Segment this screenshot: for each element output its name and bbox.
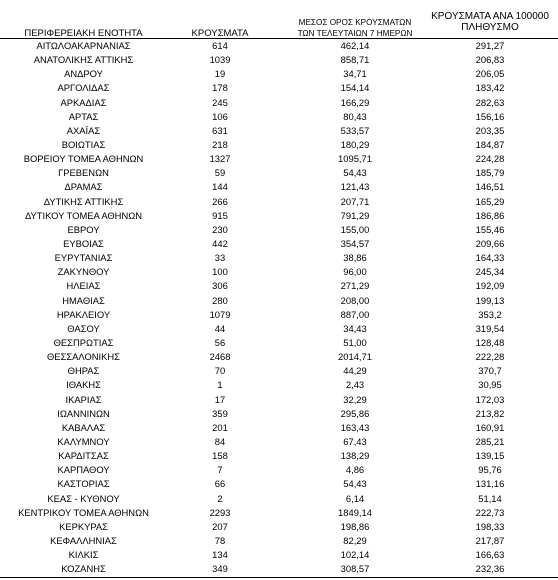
table-row [0, 506, 558, 520]
cell-region: ΔΥΤΙΚΟΥ ΤΟΜΕΑ ΑΘΗΝΩΝ [24, 209, 143, 221]
cell-region: ΑΡΓΟΛΙΔΑΣ [57, 82, 110, 94]
cell-cases: 2293 [209, 506, 231, 518]
table-row [0, 223, 558, 237]
cell-average: 44,29 [343, 365, 367, 377]
cell-cases: 349 [212, 563, 228, 575]
cell-region: ΒΟΙΩΤΙΑΣ [61, 138, 106, 150]
cell-cases: 134 [212, 549, 228, 561]
cell-cases: 306 [212, 280, 228, 292]
column-header-rate-line1: ΚΡΟΥΣΜΑΤΑ ΑΝΑ 100000 [431, 11, 549, 22]
table-header [0, 0, 558, 38]
table-row [0, 322, 558, 336]
table-row [0, 209, 558, 223]
cell-average: 102,14 [340, 549, 370, 561]
cell-region: ΑΡΚΑΔΙΑΣ [60, 96, 107, 108]
cell-rate: 156,16 [475, 110, 505, 122]
table-row [0, 421, 558, 435]
cell-rate: 222,28 [475, 351, 505, 363]
cell-rate: 160,91 [475, 421, 505, 433]
column-header-average [285, 17, 425, 39]
table-row [0, 308, 558, 322]
cell-region: ΚΑΡΔΙΤΣΑΣ [58, 450, 109, 462]
cell-cases: 359 [212, 407, 228, 419]
column-header-cases: ΚΡΟΥΣΜΑΤΑ [191, 28, 249, 39]
cell-average: 54,43 [343, 478, 367, 490]
cell-average: 295,86 [340, 407, 370, 419]
cell-region: ΚΑΒΑΛΑΣ [61, 421, 106, 433]
cell-average: 462,14 [340, 40, 370, 51]
cell-region: ΘΕΣΠΡΩΤΙΑΣ [53, 336, 114, 348]
cell-region: ΙΘΑΚΗΣ [66, 379, 101, 391]
table-row [0, 294, 558, 308]
cell-rate: 183,42 [475, 82, 505, 94]
cell-rate: 192,09 [475, 280, 505, 292]
cell-average: 2014,71 [338, 351, 372, 363]
cell-cases: 78 [214, 534, 226, 546]
cell-rate: 146,51 [475, 181, 505, 193]
cell-rate: 370,7 [478, 365, 502, 377]
cell-average: 791,29 [340, 209, 370, 221]
cell-rate: 224,28 [475, 153, 505, 165]
cell-cases: 144 [212, 181, 228, 193]
cell-rate: 164,33 [475, 252, 505, 264]
cell-region: ΘΕΣΣΑΛΟΝΙΚΗΣ [47, 351, 120, 363]
table-row [0, 407, 558, 421]
cell-cases: 280 [212, 294, 228, 306]
cell-average: 34,71 [343, 68, 367, 80]
cell-average: 51,00 [343, 336, 367, 348]
cell-rate: 184,87 [475, 138, 505, 150]
cell-rate: 203,35 [475, 124, 505, 136]
cell-region: ΚΕΦΑΛΛΗΝΙΑΣ [50, 534, 117, 546]
cell-cases: 631 [212, 124, 228, 136]
table-row [0, 520, 558, 534]
cell-average: 80,43 [343, 110, 367, 122]
cell-rate: 206,05 [475, 68, 505, 80]
cell-rate: 185,79 [475, 167, 505, 179]
cell-region: ΒΟΡΕΙΟΥ ΤΟΜΕΑ ΑΘΗΝΩΝ [23, 153, 144, 165]
cell-rate: 95,76 [478, 464, 502, 476]
cell-average: 82,29 [343, 534, 367, 546]
cell-rate: 128,48 [475, 336, 505, 348]
cell-region: ΑΡΤΑΣ [68, 110, 99, 122]
table-row [0, 449, 558, 463]
cell-region: ΚΟΖΑΝΗΣ [61, 563, 106, 575]
cell-cases: 230 [212, 223, 228, 235]
cell-rate: 222,73 [475, 506, 505, 518]
cell-cases: 442 [212, 237, 228, 249]
cell-cases: 1327 [209, 153, 231, 165]
cell-average: 6,14 [345, 492, 365, 504]
cell-average: 32,29 [343, 393, 367, 405]
cell-region: ΑΝΔΡΟΥ [64, 68, 103, 80]
cell-cases: 266 [212, 195, 228, 207]
table-row [0, 393, 558, 407]
cell-rate: 165,29 [475, 195, 505, 207]
column-header-rate [422, 11, 558, 33]
cell-average: 154,14 [340, 82, 370, 94]
cell-cases: 218 [212, 138, 228, 150]
cell-rate: 51,14 [478, 492, 502, 504]
cell-cases: 614 [212, 40, 228, 51]
table-row [0, 548, 558, 562]
cell-cases: 106 [212, 110, 228, 122]
bottom-divider [0, 577, 558, 578]
column-header-rate-line2: ΠΛΗΘΥΣΜΟ [461, 22, 519, 33]
cell-average: 2,43 [345, 379, 365, 391]
cell-cases: 915 [212, 209, 228, 221]
cell-rate: 166,63 [475, 549, 505, 561]
cell-rate: 217,87 [475, 534, 505, 546]
cell-cases: 70 [214, 365, 226, 377]
table-row [0, 350, 558, 364]
cell-average: 38,86 [343, 252, 367, 264]
cell-cases: 84 [214, 435, 226, 447]
cell-cases: 1079 [209, 308, 231, 320]
cell-rate: 155,46 [475, 223, 505, 235]
table-row [0, 195, 558, 209]
cell-average: 166,29 [340, 96, 370, 108]
cell-region: ΔΡΑΜΑΣ [64, 181, 103, 193]
cell-region: ΗΜΑΘΙΑΣ [62, 294, 105, 306]
cell-cases: 207 [212, 520, 228, 532]
table-row [0, 39, 558, 53]
cell-cases: 66 [214, 478, 226, 490]
cell-rate: 285,21 [475, 435, 505, 447]
cell-region: ΑΧΑΪΑΣ [66, 124, 101, 136]
table-row [0, 166, 558, 180]
cell-region: ΑΝΑΤΟΛΙΚΗΣ ΑΤΤΙΚΗΣ [33, 54, 134, 66]
table-row [0, 180, 558, 194]
cell-cases: 19 [214, 68, 226, 80]
cell-cases: 2 [217, 492, 223, 504]
cell-region: ΚΕΡΚΥΡΑΣ [59, 520, 108, 532]
column-header-average-line2: ΤΩΝ ΤΕΛΕΥΤΑΙΩΝ 7 ΗΜΕΡΩΝ [297, 29, 413, 38]
cell-region: ΘΗΡΑΣ [67, 365, 100, 377]
cell-rate: 139,15 [475, 450, 505, 462]
cell-cases: 100 [212, 266, 228, 278]
cell-cases: 201 [212, 421, 228, 433]
cell-average: 96,00 [343, 266, 367, 278]
cell-average: 887,00 [340, 308, 370, 320]
cell-rate: 213,82 [475, 407, 505, 419]
cell-cases: 1039 [209, 54, 231, 66]
cell-rate: 186,86 [475, 209, 505, 221]
cell-cases: 44 [214, 322, 226, 334]
cell-average: 198,86 [340, 520, 370, 532]
cell-rate: 206,83 [475, 54, 505, 66]
table-row [0, 364, 558, 378]
cell-average: 180,29 [340, 138, 370, 150]
cell-average: 354,57 [340, 237, 370, 249]
cell-average: 308,57 [340, 563, 370, 575]
cell-region: ΕΥΡΥΤΑΝΙΑΣ [54, 252, 113, 264]
cell-average: 121,43 [340, 181, 370, 193]
column-header-average-line1: ΜΕΣΟΣ ΟΡΟΣ ΚΡΟΥΣΜΑΤΩΝ [298, 18, 412, 27]
table-row [0, 124, 558, 138]
cell-region: ΚΑΛΥΜΝΟΥ [57, 435, 110, 447]
cell-rate: 319,54 [475, 322, 505, 334]
cell-average: 207,71 [340, 195, 370, 207]
cell-region: ΙΩΑΝΝΙΝΩΝ [57, 407, 110, 419]
table-body [0, 39, 558, 576]
cell-cases: 7 [217, 464, 223, 476]
cell-average: 163,43 [340, 421, 370, 433]
table-row [0, 435, 558, 449]
table-row [0, 562, 558, 576]
cell-average: 34,43 [343, 322, 367, 334]
cell-region: ΚΕΝΤΡΙΚΟΥ ΤΟΜΕΑ ΑΘΗΝΩΝ [18, 506, 149, 518]
table-row [0, 336, 558, 350]
cell-cases: 178 [212, 82, 228, 94]
cell-cases: 1 [217, 379, 223, 391]
table-row [0, 53, 558, 67]
cell-rate: 209,66 [475, 237, 505, 249]
cell-rate: 198,33 [475, 520, 505, 532]
table-row [0, 265, 558, 279]
cell-average: 138,29 [340, 450, 370, 462]
cell-rate: 131,16 [475, 478, 505, 490]
table-row [0, 534, 558, 548]
cell-region: ΓΡΕΒΕΝΩΝ [58, 167, 109, 179]
cell-rate: 353,2 [478, 308, 502, 320]
cell-region: ΕΥΒΟΙΑΣ [63, 237, 104, 249]
cell-average: 4,86 [345, 464, 365, 476]
column-header-region: ΠΕΡΙΦΕΡΕΙΑΚΗ ΕΝΟΤΗΤΑ [24, 28, 143, 39]
cell-average: 67,43 [343, 435, 367, 447]
cell-region: ΔΥΤΙΚΗΣ ΑΤΤΙΚΗΣ [43, 195, 124, 207]
cell-cases: 59 [214, 167, 226, 179]
cell-region: ΘΑΣΟΥ [67, 322, 100, 334]
cell-cases: 17 [214, 393, 226, 405]
cell-region: ΕΒΡΟΥ [67, 223, 100, 235]
cell-average: 533,57 [340, 124, 370, 136]
cell-average: 155,00 [340, 223, 370, 235]
table-row [0, 152, 558, 166]
cell-region: ΚΕΑΣ - ΚΥΘΝΟΥ [47, 492, 120, 504]
table-row [0, 251, 558, 265]
cell-average: 858,71 [340, 54, 370, 66]
table-row [0, 96, 558, 110]
cell-region: ΚΑΣΤΟΡΙΑΣ [57, 478, 110, 490]
table-row [0, 477, 558, 491]
cell-rate: 199,13 [475, 294, 505, 306]
cell-average: 1095,71 [338, 153, 372, 165]
table-row [0, 279, 558, 293]
cell-region: ΗΛΕΙΑΣ [66, 280, 101, 292]
cell-rate: 245,34 [475, 266, 505, 278]
cell-average: 271,29 [340, 280, 370, 292]
table-row [0, 378, 558, 392]
cell-average: 54,43 [343, 167, 367, 179]
cell-cases: 245 [212, 96, 228, 108]
cell-region: ΚΙΛΚΙΣ [68, 549, 99, 561]
table-row [0, 138, 558, 152]
cell-rate: 232,36 [475, 563, 505, 575]
cell-region: ΚΑΡΠΑΘΟΥ [57, 464, 110, 476]
table-row [0, 463, 558, 477]
cell-region: ΗΡΑΚΛΕΙΟΥ [56, 308, 111, 320]
cell-rate: 172,03 [475, 393, 505, 405]
cell-region: ΖΑΚΥΝΘΟΥ [57, 266, 110, 278]
cell-cases: 158 [212, 450, 228, 462]
table-row [0, 81, 558, 95]
table-row [0, 67, 558, 81]
table-row [0, 110, 558, 124]
cell-region: ΑΙΤΩΛΟΑΚΑΡΝΑΝΙΑΣ [36, 40, 131, 51]
table-row [0, 492, 558, 506]
cell-cases: 56 [214, 336, 226, 348]
cell-cases: 2468 [209, 351, 231, 363]
cell-average: 208,00 [340, 294, 370, 306]
cell-region: ΙΚΑΡΙΑΣ [65, 393, 102, 405]
cell-rate: 291,27 [475, 40, 505, 51]
cell-average: 1849,14 [338, 506, 372, 518]
cell-rate: 30,95 [478, 379, 502, 391]
cell-rate: 282,63 [475, 96, 505, 108]
table-row [0, 237, 558, 251]
cell-cases: 33 [214, 252, 226, 264]
